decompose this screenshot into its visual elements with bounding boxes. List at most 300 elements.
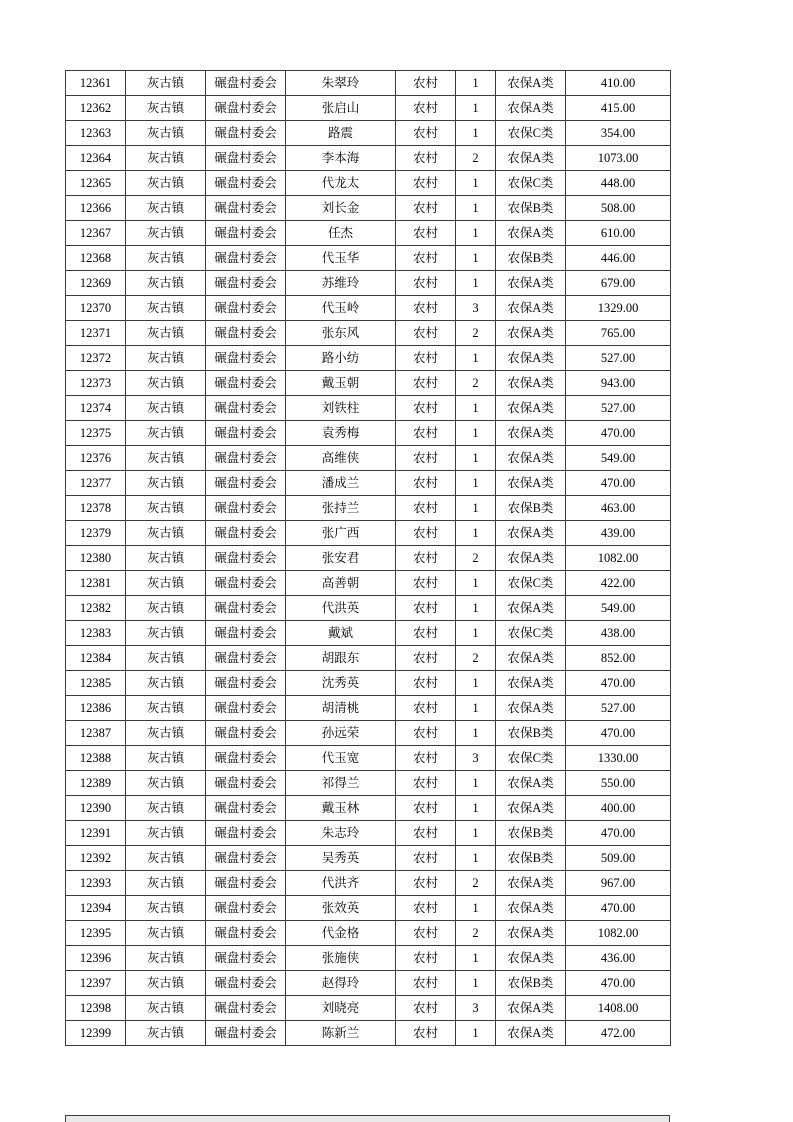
- person-name-cell: 刘晓亮: [286, 996, 396, 1021]
- village-committee-cell: 碾盘村委会: [206, 671, 286, 696]
- village-committee-cell: 碾盘村委会: [206, 371, 286, 396]
- amount-cell: 354.00: [566, 121, 671, 146]
- person-count-cell: 2: [456, 646, 496, 671]
- serial-number-cell: 12382: [66, 596, 126, 621]
- insurance-category-cell: 农保B类: [496, 496, 566, 521]
- table-row: [66, 946, 671, 971]
- village-committee-cell: 碾盘村委会: [206, 596, 286, 621]
- residence-type-cell: 农村: [396, 371, 456, 396]
- serial-number-cell: 12364: [66, 146, 126, 171]
- person-count-cell: 1: [456, 71, 496, 96]
- insurance-category-cell: 农保B类: [496, 246, 566, 271]
- person-count-cell: 3: [456, 996, 496, 1021]
- person-name-cell: 路小纺: [286, 346, 396, 371]
- insurance-category-cell: 农保A类: [496, 321, 566, 346]
- person-count-cell: 1: [456, 271, 496, 296]
- residence-type-cell: 农村: [396, 271, 456, 296]
- serial-number-cell: 12395: [66, 921, 126, 946]
- person-name-cell: 吴秀英: [286, 846, 396, 871]
- table-row: [66, 996, 671, 1021]
- person-count-cell: 1: [456, 821, 496, 846]
- serial-number-cell: 12368: [66, 246, 126, 271]
- insurance-category-cell: 农保A类: [496, 396, 566, 421]
- person-name-cell: 张启山: [286, 96, 396, 121]
- serial-number-cell: 12392: [66, 846, 126, 871]
- person-count-cell: 2: [456, 321, 496, 346]
- person-name-cell: 潘成兰: [286, 471, 396, 496]
- serial-number-cell: 12379: [66, 521, 126, 546]
- amount-cell: 446.00: [566, 246, 671, 271]
- person-name-cell: 高善朝: [286, 571, 396, 596]
- insurance-category-cell: 农保A类: [496, 796, 566, 821]
- amount-cell: 1330.00: [566, 746, 671, 771]
- table-row: [66, 296, 671, 321]
- serial-number-cell: 12361: [66, 71, 126, 96]
- town-cell: 灰古镇: [126, 521, 206, 546]
- person-count-cell: 2: [456, 921, 496, 946]
- table-row: [66, 396, 671, 421]
- person-name-cell: 朱翠玲: [286, 71, 396, 96]
- person-count-cell: 3: [456, 746, 496, 771]
- insurance-category-cell: 农保A类: [496, 521, 566, 546]
- person-name-cell: 刘铁柱: [286, 396, 396, 421]
- residence-type-cell: 农村: [396, 71, 456, 96]
- residence-type-cell: 农村: [396, 696, 456, 721]
- village-committee-cell: 碾盘村委会: [206, 921, 286, 946]
- amount-cell: 470.00: [566, 471, 671, 496]
- person-name-cell: 代龙太: [286, 171, 396, 196]
- village-committee-cell: 碾盘村委会: [206, 496, 286, 521]
- residence-type-cell: 农村: [396, 946, 456, 971]
- town-cell: 灰古镇: [126, 921, 206, 946]
- amount-cell: 679.00: [566, 271, 671, 296]
- residence-type-cell: 农村: [396, 246, 456, 271]
- insurance-category-cell: 农保A类: [496, 646, 566, 671]
- residence-type-cell: 农村: [396, 96, 456, 121]
- amount-cell: 439.00: [566, 521, 671, 546]
- amount-cell: 400.00: [566, 796, 671, 821]
- town-cell: 灰古镇: [126, 71, 206, 96]
- insurance-category-cell: 农保C类: [496, 746, 566, 771]
- amount-cell: 508.00: [566, 196, 671, 221]
- village-committee-cell: 碾盘村委会: [206, 996, 286, 1021]
- person-name-cell: 高维侠: [286, 446, 396, 471]
- table-row: [66, 621, 671, 646]
- insurance-category-cell: 农保A类: [496, 771, 566, 796]
- amount-cell: 470.00: [566, 896, 671, 921]
- amount-cell: 470.00: [566, 971, 671, 996]
- amount-cell: 527.00: [566, 396, 671, 421]
- person-count-cell: 1: [456, 446, 496, 471]
- person-name-cell: 沈秀英: [286, 671, 396, 696]
- town-cell: 灰古镇: [126, 746, 206, 771]
- insurance-category-cell: 农保B类: [496, 971, 566, 996]
- insurance-category-cell: 农保C类: [496, 121, 566, 146]
- town-cell: 灰古镇: [126, 146, 206, 171]
- amount-cell: 470.00: [566, 821, 671, 846]
- serial-number-cell: 12381: [66, 571, 126, 596]
- person-count-cell: 2: [456, 871, 496, 896]
- benefits-table: [65, 70, 671, 1046]
- person-name-cell: 孙远荣: [286, 721, 396, 746]
- village-committee-cell: 碾盘村委会: [206, 446, 286, 471]
- table-row: [66, 171, 671, 196]
- town-cell: 灰古镇: [126, 196, 206, 221]
- amount-cell: 852.00: [566, 646, 671, 671]
- serial-number-cell: 12363: [66, 121, 126, 146]
- residence-type-cell: 农村: [396, 546, 456, 571]
- amount-cell: 1082.00: [566, 546, 671, 571]
- table-row: [66, 246, 671, 271]
- person-count-cell: 1: [456, 896, 496, 921]
- serial-number-cell: 12390: [66, 796, 126, 821]
- village-committee-cell: 碾盘村委会: [206, 396, 286, 421]
- table-row: [66, 1021, 671, 1046]
- insurance-category-cell: 农保A类: [496, 271, 566, 296]
- person-count-cell: 1: [456, 171, 496, 196]
- town-cell: 灰古镇: [126, 246, 206, 271]
- town-cell: 灰古镇: [126, 396, 206, 421]
- amount-cell: 765.00: [566, 321, 671, 346]
- insurance-category-cell: 农保C类: [496, 571, 566, 596]
- village-committee-cell: 碾盘村委会: [206, 246, 286, 271]
- town-cell: 灰古镇: [126, 971, 206, 996]
- person-count-cell: 1: [456, 96, 496, 121]
- residence-type-cell: 农村: [396, 646, 456, 671]
- table-row: [66, 546, 671, 571]
- table-row: [66, 71, 671, 96]
- person-count-cell: 1: [456, 346, 496, 371]
- person-name-cell: 代洪齐: [286, 871, 396, 896]
- person-name-cell: 戴玉朝: [286, 371, 396, 396]
- table-row: [66, 821, 671, 846]
- residence-type-cell: 农村: [396, 296, 456, 321]
- serial-number-cell: 12372: [66, 346, 126, 371]
- serial-number-cell: 12362: [66, 96, 126, 121]
- village-committee-cell: 碾盘村委会: [206, 146, 286, 171]
- insurance-category-cell: 农保A类: [496, 546, 566, 571]
- town-cell: 灰古镇: [126, 446, 206, 471]
- residence-type-cell: 农村: [396, 596, 456, 621]
- insurance-category-cell: 农保A类: [496, 346, 566, 371]
- serial-number-cell: 12386: [66, 696, 126, 721]
- person-count-cell: 1: [456, 771, 496, 796]
- residence-type-cell: 农村: [396, 896, 456, 921]
- person-count-cell: 1: [456, 796, 496, 821]
- insurance-category-cell: 农保A类: [496, 471, 566, 496]
- town-cell: 灰古镇: [126, 571, 206, 596]
- amount-cell: 943.00: [566, 371, 671, 396]
- table-row: [66, 446, 671, 471]
- insurance-category-cell: 农保A类: [496, 921, 566, 946]
- insurance-category-cell: 农保B类: [496, 721, 566, 746]
- village-committee-cell: 碾盘村委会: [206, 346, 286, 371]
- amount-cell: 415.00: [566, 96, 671, 121]
- insurance-category-cell: 农保A类: [496, 1021, 566, 1046]
- amount-cell: 1329.00: [566, 296, 671, 321]
- insurance-category-cell: 农保A类: [496, 896, 566, 921]
- amount-cell: 470.00: [566, 421, 671, 446]
- insurance-category-cell: 农保B类: [496, 196, 566, 221]
- insurance-category-cell: 农保A类: [496, 96, 566, 121]
- residence-type-cell: 农村: [396, 671, 456, 696]
- table-row: [66, 896, 671, 921]
- village-committee-cell: 碾盘村委会: [206, 271, 286, 296]
- village-committee-cell: 碾盘村委会: [206, 521, 286, 546]
- amount-cell: 422.00: [566, 571, 671, 596]
- amount-cell: 470.00: [566, 671, 671, 696]
- town-cell: 灰古镇: [126, 496, 206, 521]
- residence-type-cell: 农村: [396, 971, 456, 996]
- serial-number-cell: 12366: [66, 196, 126, 221]
- person-name-cell: 张安君: [286, 546, 396, 571]
- person-name-cell: 陈新兰: [286, 1021, 396, 1046]
- town-cell: 灰古镇: [126, 296, 206, 321]
- amount-cell: 527.00: [566, 346, 671, 371]
- person-name-cell: 代玉宽: [286, 746, 396, 771]
- town-cell: 灰古镇: [126, 646, 206, 671]
- table-row: [66, 771, 671, 796]
- person-name-cell: 苏维玲: [286, 271, 396, 296]
- table-row: [66, 596, 671, 621]
- village-committee-cell: 碾盘村委会: [206, 896, 286, 921]
- village-committee-cell: 碾盘村委会: [206, 796, 286, 821]
- residence-type-cell: 农村: [396, 146, 456, 171]
- serial-number-cell: 12373: [66, 371, 126, 396]
- town-cell: 灰古镇: [126, 821, 206, 846]
- table-row: [66, 671, 671, 696]
- table-row: [66, 921, 671, 946]
- person-count-cell: 1: [456, 221, 496, 246]
- person-name-cell: 代玉华: [286, 246, 396, 271]
- amount-cell: 967.00: [566, 871, 671, 896]
- village-committee-cell: 碾盘村委会: [206, 121, 286, 146]
- insurance-category-cell: 农保A类: [496, 221, 566, 246]
- amount-cell: 436.00: [566, 946, 671, 971]
- residence-type-cell: 农村: [396, 721, 456, 746]
- person-name-cell: 张持兰: [286, 496, 396, 521]
- village-committee-cell: 碾盘村委会: [206, 571, 286, 596]
- person-count-cell: 1: [456, 396, 496, 421]
- person-name-cell: 戴斌: [286, 621, 396, 646]
- residence-type-cell: 农村: [396, 1021, 456, 1046]
- person-count-cell: 2: [456, 371, 496, 396]
- village-committee-cell: 碾盘村委会: [206, 196, 286, 221]
- next-page-row-sliver: [65, 1115, 670, 1122]
- insurance-category-cell: 农保A类: [496, 946, 566, 971]
- town-cell: 灰古镇: [126, 946, 206, 971]
- town-cell: 灰古镇: [126, 796, 206, 821]
- village-committee-cell: 碾盘村委会: [206, 821, 286, 846]
- serial-number-cell: 12370: [66, 296, 126, 321]
- person-count-cell: 1: [456, 946, 496, 971]
- table-row: [66, 371, 671, 396]
- serial-number-cell: 12377: [66, 471, 126, 496]
- amount-cell: 610.00: [566, 221, 671, 246]
- table-row: [66, 721, 671, 746]
- residence-type-cell: 农村: [396, 321, 456, 346]
- table-row: [66, 696, 671, 721]
- town-cell: 灰古镇: [126, 721, 206, 746]
- person-name-cell: 张广西: [286, 521, 396, 546]
- serial-number-cell: 12369: [66, 271, 126, 296]
- residence-type-cell: 农村: [396, 496, 456, 521]
- village-committee-cell: 碾盘村委会: [206, 721, 286, 746]
- table-row: [66, 521, 671, 546]
- village-committee-cell: 碾盘村委会: [206, 471, 286, 496]
- table-row: [66, 271, 671, 296]
- serial-number-cell: 12399: [66, 1021, 126, 1046]
- town-cell: 灰古镇: [126, 346, 206, 371]
- person-name-cell: 袁秀梅: [286, 421, 396, 446]
- village-committee-cell: 碾盘村委会: [206, 871, 286, 896]
- person-count-cell: 1: [456, 571, 496, 596]
- table-row: [66, 346, 671, 371]
- town-cell: 灰古镇: [126, 421, 206, 446]
- town-cell: 灰古镇: [126, 1021, 206, 1046]
- residence-type-cell: 农村: [396, 771, 456, 796]
- amount-cell: 1073.00: [566, 146, 671, 171]
- table-row: [66, 471, 671, 496]
- village-committee-cell: 碾盘村委会: [206, 96, 286, 121]
- serial-number-cell: 12371: [66, 321, 126, 346]
- table-row: [66, 496, 671, 521]
- person-count-cell: 1: [456, 421, 496, 446]
- residence-type-cell: 农村: [396, 821, 456, 846]
- town-cell: 灰古镇: [126, 996, 206, 1021]
- person-name-cell: 代金格: [286, 921, 396, 946]
- serial-number-cell: 12374: [66, 396, 126, 421]
- village-committee-cell: 碾盘村委会: [206, 771, 286, 796]
- insurance-category-cell: 农保B类: [496, 846, 566, 871]
- town-cell: 灰古镇: [126, 471, 206, 496]
- village-committee-cell: 碾盘村委会: [206, 846, 286, 871]
- amount-cell: 549.00: [566, 596, 671, 621]
- village-committee-cell: 碾盘村委会: [206, 946, 286, 971]
- amount-cell: 448.00: [566, 171, 671, 196]
- serial-number-cell: 12389: [66, 771, 126, 796]
- person-count-cell: 1: [456, 1021, 496, 1046]
- person-count-cell: 1: [456, 471, 496, 496]
- insurance-category-cell: 农保A类: [496, 871, 566, 896]
- insurance-category-cell: 农保A类: [496, 446, 566, 471]
- amount-cell: 472.00: [566, 1021, 671, 1046]
- residence-type-cell: 农村: [396, 521, 456, 546]
- person-name-cell: 刘长金: [286, 196, 396, 221]
- serial-number-cell: 12387: [66, 721, 126, 746]
- person-name-cell: 路震: [286, 121, 396, 146]
- person-count-cell: 1: [456, 971, 496, 996]
- person-name-cell: 赵得玲: [286, 971, 396, 996]
- serial-number-cell: 12394: [66, 896, 126, 921]
- serial-number-cell: 12380: [66, 546, 126, 571]
- insurance-category-cell: 农保C类: [496, 171, 566, 196]
- table-row: [66, 196, 671, 221]
- residence-type-cell: 农村: [396, 996, 456, 1021]
- town-cell: 灰古镇: [126, 771, 206, 796]
- town-cell: 灰古镇: [126, 271, 206, 296]
- person-count-cell: 1: [456, 721, 496, 746]
- person-name-cell: 张施侠: [286, 946, 396, 971]
- village-committee-cell: 碾盘村委会: [206, 621, 286, 646]
- person-count-cell: 1: [456, 696, 496, 721]
- amount-cell: 470.00: [566, 721, 671, 746]
- person-count-cell: 1: [456, 121, 496, 146]
- person-count-cell: 1: [456, 596, 496, 621]
- town-cell: 灰古镇: [126, 846, 206, 871]
- residence-type-cell: 农村: [396, 171, 456, 196]
- person-name-cell: 胡清桃: [286, 696, 396, 721]
- insurance-category-cell: 农保C类: [496, 621, 566, 646]
- insurance-category-cell: 农保A类: [496, 996, 566, 1021]
- insurance-category-cell: 农保A类: [496, 421, 566, 446]
- person-name-cell: 李本海: [286, 146, 396, 171]
- serial-number-cell: 12367: [66, 221, 126, 246]
- table-row: [66, 796, 671, 821]
- person-count-cell: 1: [456, 246, 496, 271]
- person-name-cell: 张东风: [286, 321, 396, 346]
- residence-type-cell: 农村: [396, 196, 456, 221]
- residence-type-cell: 农村: [396, 921, 456, 946]
- serial-number-cell: 12385: [66, 671, 126, 696]
- village-committee-cell: 碾盘村委会: [206, 321, 286, 346]
- serial-number-cell: 12397: [66, 971, 126, 996]
- insurance-category-cell: 农保A类: [496, 371, 566, 396]
- amount-cell: 438.00: [566, 621, 671, 646]
- table-row: [66, 146, 671, 171]
- village-committee-cell: 碾盘村委会: [206, 71, 286, 96]
- table-row: [66, 221, 671, 246]
- village-committee-cell: 碾盘村委会: [206, 296, 286, 321]
- person-count-cell: 3: [456, 296, 496, 321]
- person-count-cell: 1: [456, 196, 496, 221]
- insurance-category-cell: 农保A类: [496, 696, 566, 721]
- person-count-cell: 1: [456, 846, 496, 871]
- residence-type-cell: 农村: [396, 796, 456, 821]
- village-committee-cell: 碾盘村委会: [206, 421, 286, 446]
- residence-type-cell: 农村: [396, 421, 456, 446]
- serial-number-cell: 12376: [66, 446, 126, 471]
- table-row: [66, 971, 671, 996]
- village-committee-cell: 碾盘村委会: [206, 1021, 286, 1046]
- serial-number-cell: 12388: [66, 746, 126, 771]
- town-cell: 灰古镇: [126, 696, 206, 721]
- village-committee-cell: 碾盘村委会: [206, 746, 286, 771]
- table-row: [66, 871, 671, 896]
- town-cell: 灰古镇: [126, 121, 206, 146]
- amount-cell: 463.00: [566, 496, 671, 521]
- village-committee-cell: 碾盘村委会: [206, 221, 286, 246]
- person-count-cell: 1: [456, 671, 496, 696]
- person-name-cell: 胡跟东: [286, 646, 396, 671]
- table-row: [66, 646, 671, 671]
- person-count-cell: 2: [456, 146, 496, 171]
- residence-type-cell: 农村: [396, 621, 456, 646]
- amount-cell: 410.00: [566, 71, 671, 96]
- table-row: [66, 746, 671, 771]
- town-cell: 灰古镇: [126, 596, 206, 621]
- person-name-cell: 朱志玲: [286, 821, 396, 846]
- insurance-category-cell: 农保A类: [496, 671, 566, 696]
- table-row: [66, 121, 671, 146]
- person-name-cell: 代洪英: [286, 596, 396, 621]
- insurance-category-cell: 农保B类: [496, 821, 566, 846]
- insurance-category-cell: 农保A类: [496, 146, 566, 171]
- village-committee-cell: 碾盘村委会: [206, 171, 286, 196]
- village-committee-cell: 碾盘村委会: [206, 696, 286, 721]
- residence-type-cell: 农村: [396, 396, 456, 421]
- table-row: [66, 96, 671, 121]
